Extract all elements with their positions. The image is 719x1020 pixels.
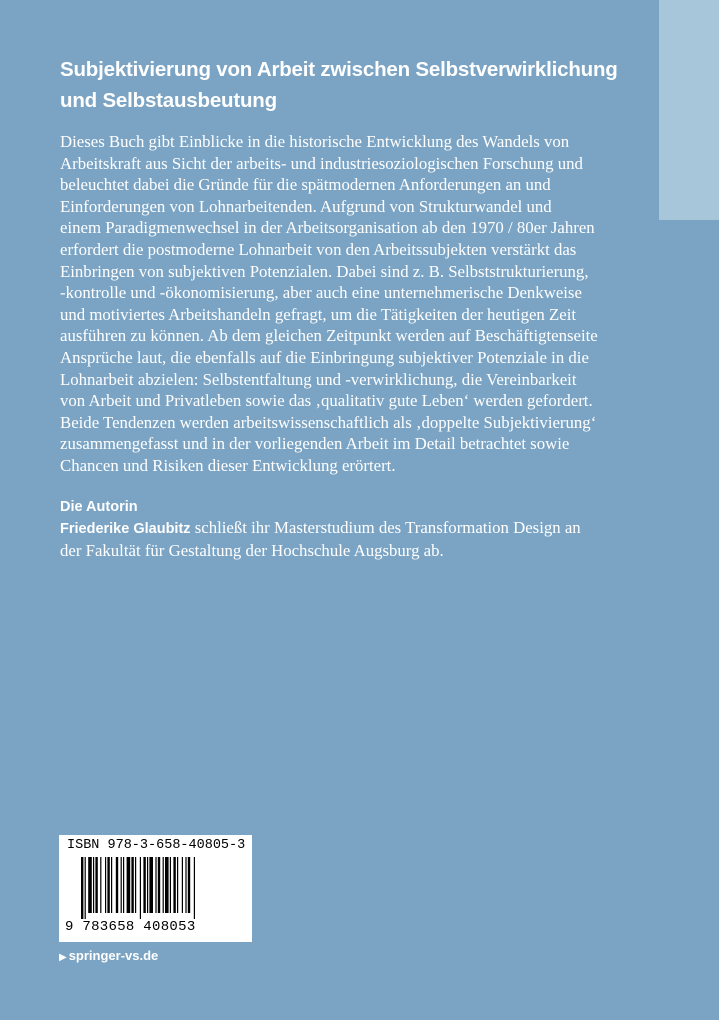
author-bio-line bbox=[60, 517, 660, 540]
blurb-line: -kontrolle und -ökonomisierung, aber auch eine unternehmerische Denkweise bbox=[60, 283, 582, 303]
barcode-bar bbox=[85, 857, 86, 919]
barcode-bar bbox=[88, 857, 92, 913]
barcode-bar bbox=[123, 857, 124, 913]
blurb-line: erfordert die postmoderne Lohnarbeit von den Arbeitssubjekten verstärkt das bbox=[60, 239, 577, 259]
barcode-bar bbox=[185, 857, 186, 913]
author-heading: Die Autorin bbox=[60, 499, 138, 515]
barcode-bar bbox=[143, 857, 145, 913]
isbn-label: ISBN 978-3-658-40805-3 bbox=[67, 838, 246, 853]
author-bio bbox=[60, 517, 660, 562]
barcode-bar bbox=[95, 857, 97, 913]
blurb-line: Chancen und Risiken dieser Entwicklung erörtert. bbox=[60, 455, 396, 475]
blurb-line: einem Paradigmenwechsel in der Arbeitsorganisation ab den 1970 / 80er Jahren bbox=[60, 218, 595, 238]
barcode-bar bbox=[105, 857, 106, 913]
barcode-bar bbox=[127, 857, 131, 913]
blurb-line: Arbeitskraft aus Sicht der arbeits- und industriesoziologischen Forschung und bbox=[60, 153, 583, 173]
blurb-line: und motiviertes Arbeitshandeln gefragt, um die Tätigkeiten der heutigen Zeit bbox=[60, 304, 577, 324]
barcode-bar bbox=[194, 857, 195, 919]
isbn-barcode bbox=[59, 835, 252, 942]
barcode-bar bbox=[121, 857, 122, 913]
website-label: springer-vs.de bbox=[68, 948, 159, 963]
blurb-line: von Arbeit und Privatleben sowie das ‚qualitativ gute Leben‘ werden gefordert. bbox=[60, 391, 593, 411]
author-bio-text: schließt ihr Masterstudium des Transformation Design an bbox=[190, 518, 581, 537]
barcode-bar bbox=[165, 857, 169, 913]
barcode-bar bbox=[131, 857, 133, 913]
barcode-bar bbox=[140, 857, 141, 919]
triangle-right-icon: ▶ bbox=[59, 952, 67, 963]
barcode-bar bbox=[107, 857, 109, 913]
barcode-digits: 9 783658 408053 bbox=[65, 919, 196, 935]
title-line: und Selbstausbeutung bbox=[60, 89, 277, 112]
barcode-bar bbox=[149, 857, 153, 913]
barcode-bar bbox=[100, 857, 101, 913]
barcode-bar bbox=[93, 857, 94, 913]
blurb-paragraph bbox=[60, 131, 660, 477]
blurb-line: Einbringen von subjektiven Potenzialen. Dabei sind z. B. Selbststrukturierung, bbox=[60, 261, 589, 281]
barcode-bar bbox=[155, 857, 156, 913]
barcode-bar bbox=[135, 857, 136, 913]
barcode-bar bbox=[111, 857, 112, 913]
blurb-line: Einforderungen von Lohnarbeitenden. Aufgrund von Strukturwandel und bbox=[60, 196, 552, 216]
cover-edge-tab bbox=[659, 0, 719, 220]
publisher-website[interactable] bbox=[59, 947, 158, 967]
blurb-line: Dieses Buch gibt Einblicke in die historische Entwicklung des Wandels von bbox=[60, 132, 570, 151]
barcode-bar bbox=[182, 857, 183, 913]
barcode-bars bbox=[81, 857, 231, 919]
blurb-line: Beide Tendenzen werden arbeitswissenschaftlich als ‚doppelte Subjektivierung‘ bbox=[60, 412, 597, 432]
barcode-bar bbox=[158, 857, 160, 913]
blurb-line: ausführen zu können. Ab dem gleichen Zeitpunkt werden auf Beschäftigtenseite bbox=[60, 326, 598, 346]
barcode-bar bbox=[163, 857, 164, 913]
barcode-bar bbox=[147, 857, 148, 913]
barcode-bar bbox=[177, 857, 178, 913]
title-line: Subjektivierung von Arbeit zwischen Selbstverwirklichung bbox=[60, 58, 618, 81]
blurb-line: zusammengefasst und in der vorliegenden Arbeit im Detail betrachtet sowie bbox=[60, 434, 570, 454]
blurb-line: Lohnarbeit abzielen: Selbstentfaltung und -verwirklichung, die Vereinbarkeit bbox=[60, 369, 577, 389]
blurb-line: beleuchtet dabei die Gründe für die spätmodernen Anforderungen an und bbox=[60, 175, 551, 195]
barcode-bar bbox=[116, 857, 118, 913]
barcode-bar bbox=[188, 857, 190, 913]
barcode-bar bbox=[173, 857, 175, 913]
book-title bbox=[60, 54, 660, 116]
blurb-line: Ansprüche laut, die ebenfalls auf die Einbringung subjektiver Potenziale in die bbox=[60, 347, 589, 367]
barcode-bar bbox=[81, 857, 83, 919]
barcode-bar bbox=[170, 857, 171, 913]
author-name: Friederike Glaubitz bbox=[60, 521, 191, 537]
author-bio-line: der Fakultät für Gestaltung der Hochschule Augsburg ab. bbox=[60, 541, 444, 560]
